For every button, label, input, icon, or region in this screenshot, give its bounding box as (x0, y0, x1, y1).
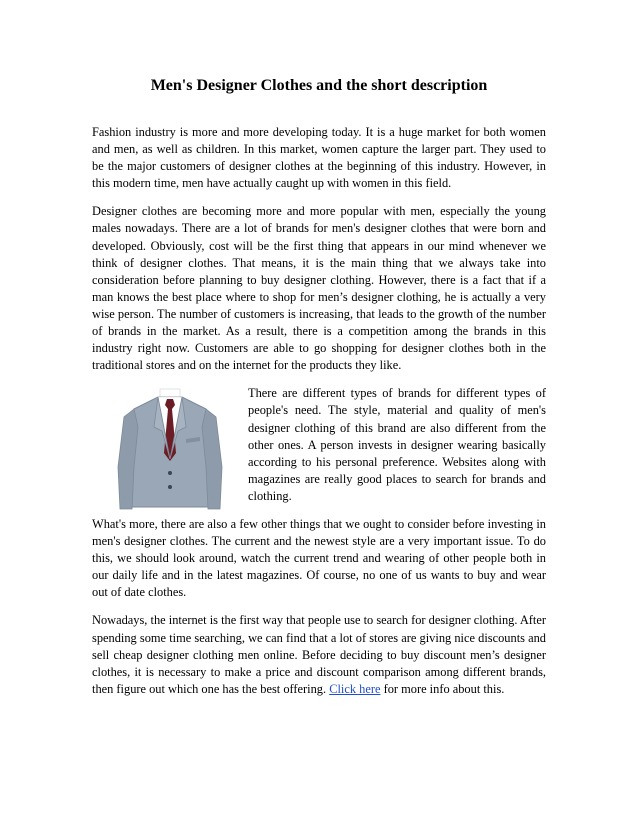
paragraph-4: What's more, there are also a few other things that we ought to consider before investing in men's designer clothes. The current and the newest style are a very important issue. To do this, we should look around, watch the current trend and wearing of other people both in our daily life and in the latest magazines. Of course, no one of us wants to buy and wear out of date clothes. (92, 516, 546, 600)
paragraph-2: Designer clothes are becoming more and more popular with men, especially the young males nowadays. There are a lot of brands for men's designer clothes that were born and developed. Obviously, cost will be the first thing that appears in our mind whenever we think of designer clothes. That means, it is the main thing that we always take into consideration before planning to buy designer clothing. However, there is a fact that if a man knows the best place where to shop for men’s designer clothing, he is actually a very wise person. The number of customers is increasing, that leads to the growth of the number of brands in the market. As a result, there is a competition among the brands in this industry right now. Customers are able to go shopping for designer clothes both in the traditional stores and on the internet for the products they like. (92, 204, 546, 373)
blazer-photo (110, 387, 230, 511)
paragraph-1: Fashion industry is more and more developing today. It is a huge market for both women and men, as well as children. In this market, women capture the larger part. They used to be the major customers of designer clothes at the beginning of this industry. However, in this modern time, men have actually caught up with women in this field. (92, 125, 546, 191)
blazer-illustration (110, 387, 230, 511)
paragraph-5-tail: for more info about this. (380, 681, 505, 696)
paragraph-5 (92, 612, 546, 697)
paragraph-3: There are different types of brands for different types of people's need. The style, material and quality of men's designer clothing of this brand are also different from the other ones. A person invests in designer wearing basically according to his personal preference. Websites along with magazines are really good places to search for brands and clothing. (248, 386, 546, 503)
click-here-link[interactable]: Click here (329, 681, 381, 696)
page-title: Men's Designer Clothes and the short description (150, 77, 488, 94)
paragraph-5-text: Nowadays, the internet is the first way that people use to search for designer clothing. After spending some time searching, we can find that a lot of stores are giving nice discounts and sell cheap designer clothing men online. Before deciding to buy discount men’s designer clothes, it is necessary to make a price and discount comparison among different brands, then figure out which one has the best offering. (92, 613, 546, 696)
document-body (92, 124, 546, 709)
